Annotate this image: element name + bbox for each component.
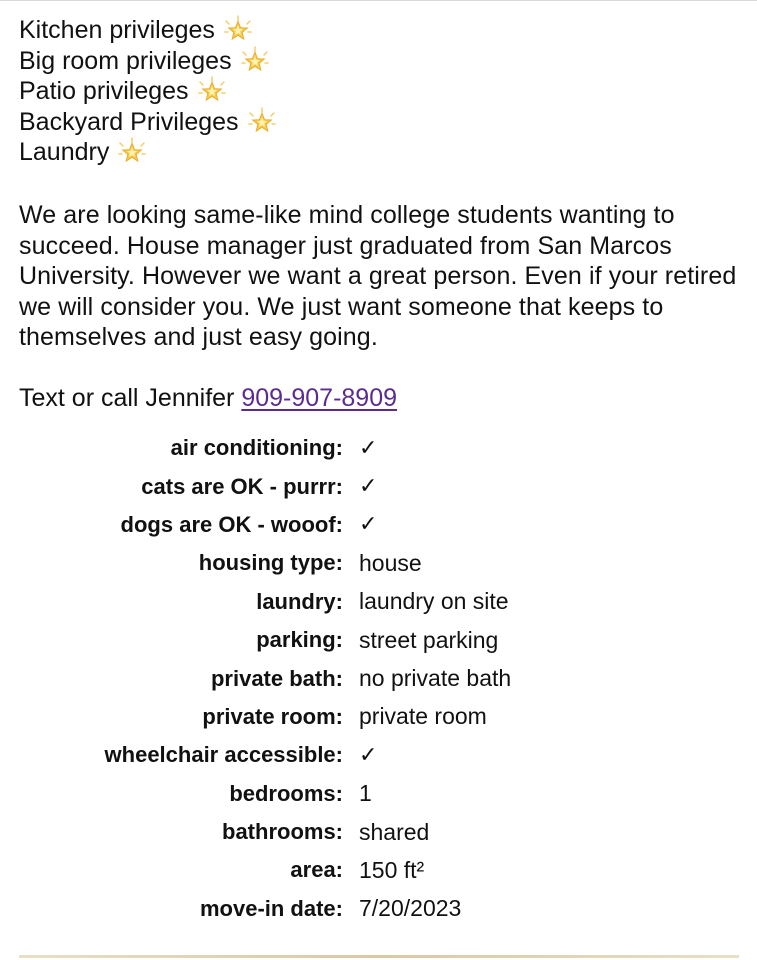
attribute-row [0, 659, 757, 697]
checkmark-icon: ✓ [359, 742, 378, 768]
attribute-label: area: [290, 857, 343, 883]
contact-prefix: Text or call Jennifer [19, 384, 242, 412]
glowing-star-icon [240, 46, 270, 76]
attribute-row [0, 506, 757, 544]
checkmark-icon: ✓ [359, 435, 378, 461]
checkmark-icon: ✓ [359, 474, 378, 500]
attribute-row [0, 583, 757, 621]
attribute-label: housing type: [198, 550, 343, 576]
attribute-row [0, 621, 757, 659]
attributes-list [0, 429, 757, 928]
privilege-label: Backyard Privileges [19, 107, 239, 136]
attribute-label: laundry: [256, 588, 343, 614]
attribute-label: parking: [256, 627, 343, 653]
attribute-value: 7/20/2023 [359, 895, 462, 922]
attribute-label: air conditioning: [170, 435, 343, 461]
privilege-item [19, 15, 277, 46]
phone-link[interactable]: 909-907-8909 [241, 384, 398, 412]
attribute-label: private bath: [210, 665, 343, 691]
attribute-label: private room: [202, 703, 343, 729]
attribute-row [0, 813, 757, 851]
privilege-label: Kitchen privileges [19, 16, 215, 44]
attribute-label: cats are OK - purrr: [141, 473, 343, 499]
attribute-row [0, 698, 757, 736]
attribute-label: dogs are OK - wooof: [120, 511, 343, 537]
attribute-row [0, 736, 757, 774]
attribute-value: street parking [359, 626, 499, 653]
privilege-item [19, 107, 277, 138]
listing-description: We are looking same-like mind college students wanting to succeed. House manager just graduated from San Marcos University. However we want a great person. Even if your retired we will consider you. We just want someone that keeps to themselves and just easy going. [19, 201, 737, 352]
bottom-divider [19, 955, 739, 958]
contact-line [19, 383, 397, 413]
attribute-row [0, 851, 757, 889]
glowing-star-icon [197, 76, 227, 106]
glowing-star-icon [223, 15, 253, 45]
attribute-value: laundry on site [359, 588, 509, 615]
attribute-value: no private bath [359, 665, 512, 692]
privileges-list [19, 15, 277, 168]
attribute-row [0, 429, 757, 467]
checkmark-icon: ✓ [359, 512, 378, 538]
glowing-star-icon [117, 137, 147, 167]
attribute-value: 150 ft² [359, 856, 425, 883]
glowing-star-icon [247, 107, 277, 137]
attribute-row [0, 890, 757, 928]
attribute-label: wheelchair accessible: [104, 742, 343, 768]
privilege-item [19, 46, 277, 77]
attribute-value: house [359, 549, 422, 576]
privilege-item [19, 137, 277, 168]
attribute-label: bathrooms: [222, 819, 343, 845]
top-divider [0, 0, 757, 1]
attribute-value: 1 [359, 780, 372, 807]
privilege-label: Patio privileges [19, 77, 189, 105]
attribute-value: shared [359, 818, 430, 845]
attribute-label: bedrooms: [229, 780, 343, 806]
attribute-row [0, 467, 757, 505]
attribute-label: move-in date: [199, 895, 343, 921]
privilege-item [19, 76, 277, 107]
privilege-label: Big room privileges [19, 46, 232, 75]
attribute-row [0, 544, 757, 582]
attribute-value: private room [359, 703, 487, 730]
attribute-row [0, 775, 757, 813]
privilege-label: Laundry [19, 138, 110, 166]
